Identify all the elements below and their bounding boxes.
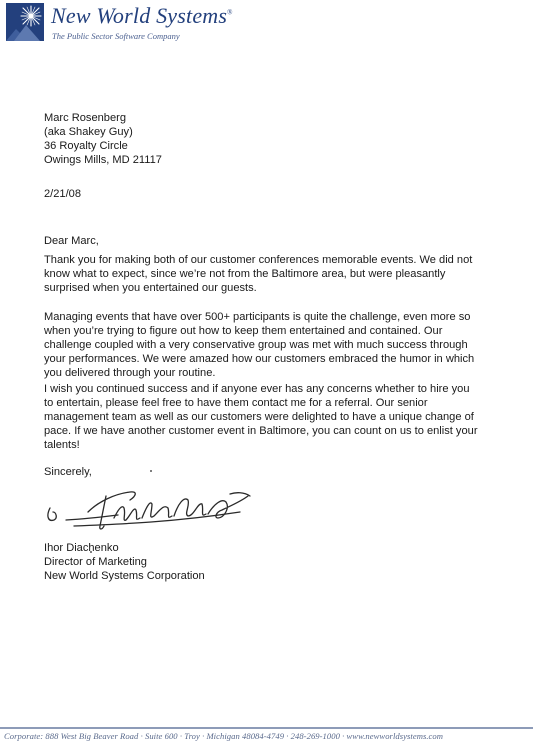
handwritten-signature [44,482,254,542]
recipient-city: Owings Mills, MD 21117 [44,154,162,167]
paragraph-line: talents! [44,439,80,452]
paragraph-line: Managing events that have over 500+ participants is quite the challenge, even more so [44,311,471,323]
body-paragraph [44,382,514,452]
paragraph-line: surprised when you entertained our guests. [44,282,257,295]
footer-address: Corporate: 888 West Big Beaver Road · Suite 600 · Troy · Michigan 48084-4749 · 248-269-1000 · www.newworldsystems.com [4,731,444,741]
brand-name: New World Systems® [51,3,233,28]
signer-block [44,541,205,583]
paragraph-line: know what to expect, since we’re not from the Baltimore area, but were pleasantly [44,268,446,281]
footer-divider [0,727,533,729]
closing: Sincerely, [44,466,92,478]
signer-name: Ihor Diachenko [44,542,119,554]
recipient-name: Marc Rosenberg [44,112,127,124]
body-paragraph [44,253,514,295]
signer-company: New World Systems Corporation [44,570,205,583]
paragraph-line: you delivered through your routine. [44,367,216,380]
recipient-nickname: (aka Shakey Guy) [44,126,133,139]
salutation: Dear Marc, [44,235,99,247]
brand-tagline: The Public Sector Software Company [52,31,180,41]
paragraph-line: management team as well as our customers were delighted to have a unique change of [44,411,474,424]
starburst-icon [6,3,44,41]
paragraph-line: your performances. We were amazed how our customers embraced the humor in which [44,353,475,366]
paragraph-line: Thank you for making both of our customer conferences memorable events. We did not [44,254,473,266]
body-paragraph [44,310,514,380]
paragraph-line: when you’re trying to figure out how to keep them entertained and contained. Our [44,325,443,338]
letterhead [6,3,266,45]
paragraph-line: to entertain, please feel free to have them contact me for a referral. Our senior [44,397,428,410]
recipient-street: 36 Royalty Circle [44,140,128,153]
recipient-address [44,111,162,167]
signer-title: Director of Marketing [44,556,147,569]
paragraph-line: I wish you continued success and if anyone ever has any concerns whether to hire you [44,383,470,395]
letter-date: 2/21/08 [44,188,82,200]
paragraph-line: pace. If we have another customer event in Baltimore, you can count on us to enlist your [44,425,478,438]
paragraph-line: challenge coupled with a very conservative group was met with much success through [44,339,468,352]
scan-speck [150,470,152,472]
trademark-symbol: ® [227,8,233,17]
